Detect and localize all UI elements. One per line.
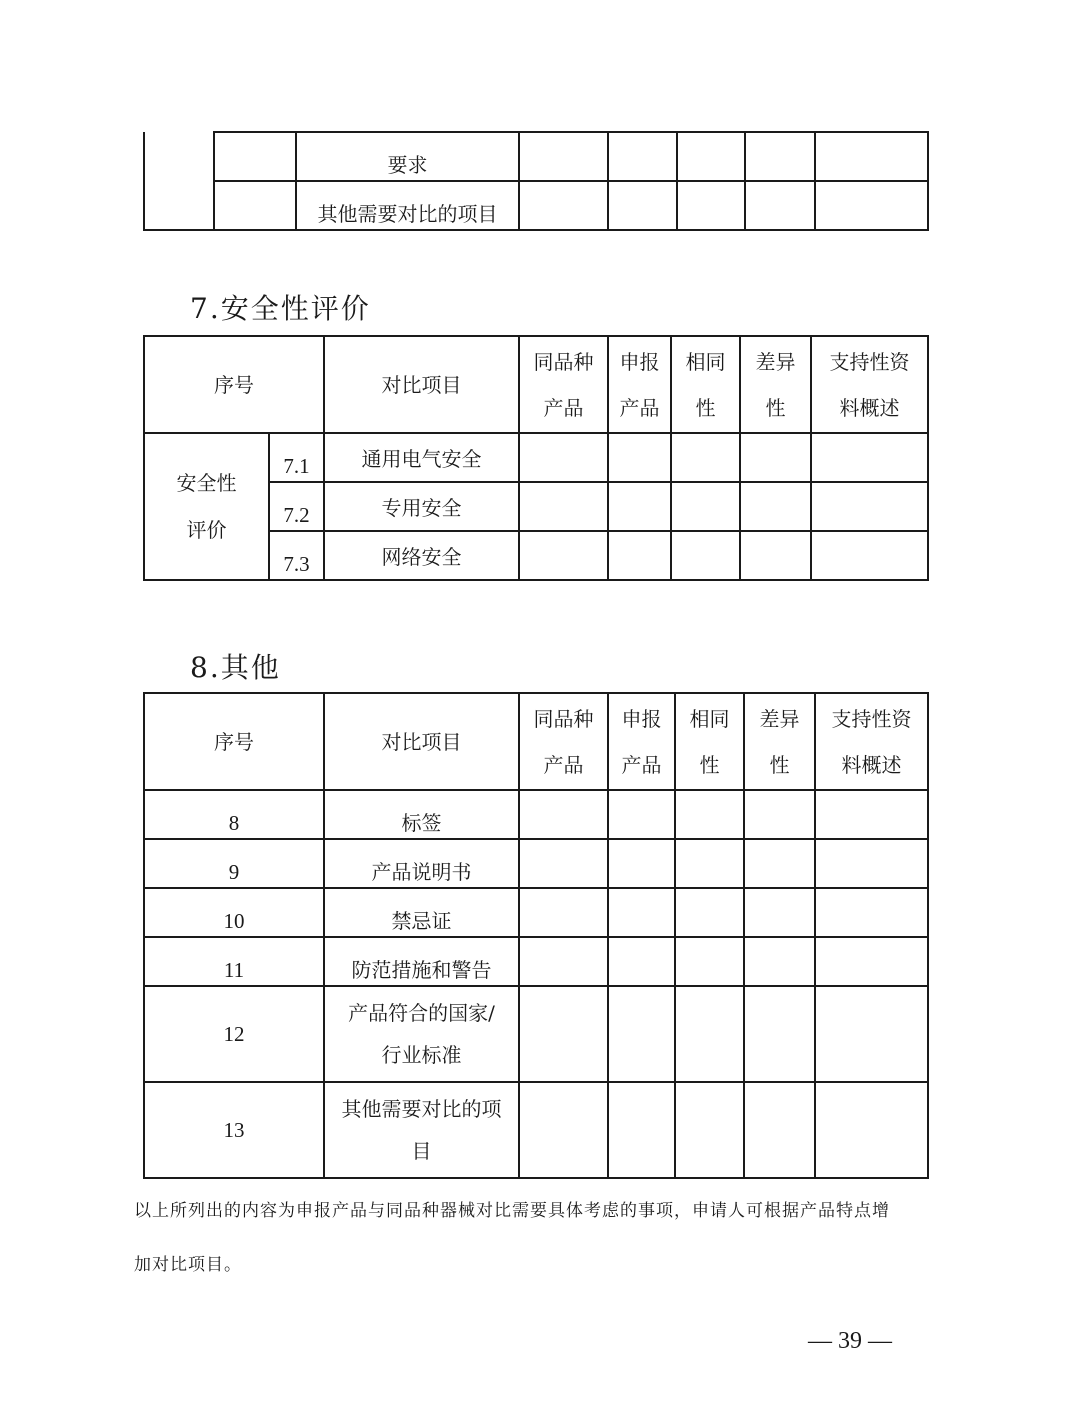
header-line: 相同 (685, 349, 726, 374)
table-cell (519, 181, 608, 230)
row-number: 7.1 (269, 433, 324, 482)
header-line: 产品 (621, 752, 662, 777)
group-label-line: 安全性 (176, 470, 237, 495)
footnote-line: 加对比项目。 (134, 1255, 242, 1275)
table-cell (519, 986, 608, 1082)
table-cell (675, 986, 744, 1082)
comparison-item: 其他需要对比的项目 (296, 181, 519, 230)
group-label (144, 433, 269, 580)
header-line: 料概述 (841, 752, 902, 777)
header-seq: 序号 (144, 693, 324, 790)
table-cell (811, 482, 928, 531)
page-number: — 39 — (808, 1328, 892, 1354)
item-line: 目 (411, 1139, 432, 1163)
table-cell (744, 839, 815, 888)
header-same (675, 693, 744, 790)
comparison-item: 要求 (296, 132, 519, 181)
table-cell (815, 937, 928, 986)
header-support (815, 693, 928, 790)
table-cell (675, 937, 744, 986)
row-number: 9 (144, 839, 324, 888)
table-cell (675, 790, 744, 839)
header-diff (740, 336, 811, 433)
table-cell (815, 986, 928, 1082)
table-cell (214, 181, 296, 230)
table-cell (744, 986, 815, 1082)
table-cell (519, 839, 608, 888)
table-cell (608, 937, 675, 986)
header-line: 性 (695, 395, 716, 420)
table-cell (608, 482, 671, 531)
header-line: 相同 (689, 706, 730, 731)
header-support (811, 336, 928, 433)
table-cell (519, 937, 608, 986)
table-cell (608, 1082, 675, 1178)
table-cell (519, 790, 608, 839)
header-line: 申报 (619, 349, 660, 374)
table-cell (671, 531, 740, 580)
header-declared (608, 336, 671, 433)
table-cell (675, 1082, 744, 1178)
header-line: 性 (699, 752, 720, 777)
table-cell (519, 482, 608, 531)
table-cell (519, 888, 608, 937)
row-number: 8 (144, 790, 324, 839)
safety-evaluation-table (143, 335, 929, 581)
table-cell (608, 181, 677, 230)
table-cell (740, 482, 811, 531)
header-diff (744, 693, 815, 790)
item-line: 其他需要对比的项 (341, 1097, 502, 1121)
header-seq: 序号 (144, 336, 324, 433)
table-cell (677, 181, 745, 230)
table-cell (815, 839, 928, 888)
comparison-item (324, 986, 519, 1082)
table-cell (608, 888, 675, 937)
table-cell (815, 790, 928, 839)
header-line: 支持性资 (829, 349, 910, 374)
table-cell (608, 986, 675, 1082)
header-line: 性 (765, 395, 786, 420)
table-cell (677, 132, 745, 181)
table-cell (519, 531, 608, 580)
row-number: 7.3 (269, 531, 324, 580)
header-line: 产品 (543, 395, 584, 420)
table-cell (745, 181, 815, 230)
table-cell (744, 937, 815, 986)
table-cell (671, 482, 740, 531)
table-cell (815, 132, 928, 181)
header-line: 产品 (543, 752, 584, 777)
header-line: 同品种 (533, 349, 594, 374)
header-line: 差异 (759, 706, 800, 731)
other-items-table (143, 692, 929, 1179)
comparison-item: 标签 (324, 790, 519, 839)
header-line: 同品种 (533, 706, 594, 731)
header-item: 对比项目 (324, 693, 519, 790)
footnote (134, 1184, 954, 1292)
table-cell (519, 433, 608, 482)
table-cell (608, 839, 675, 888)
comparison-item: 通用电气安全 (324, 433, 519, 482)
header-same (671, 336, 740, 433)
table-cell (744, 888, 815, 937)
row-number: 11 (144, 937, 324, 986)
header-line: 差异 (755, 349, 796, 374)
table-cell (744, 1082, 815, 1178)
table-cell (815, 888, 928, 937)
item-line: 行业标准 (381, 1043, 462, 1067)
comparison-item: 专用安全 (324, 482, 519, 531)
comparison-item (324, 1082, 519, 1178)
header-line: 性 (769, 752, 790, 777)
table-cell (811, 531, 928, 580)
table-cell (815, 181, 928, 230)
table-cell (675, 888, 744, 937)
header-same-kind (519, 693, 608, 790)
item-line: 产品符合的国家/ (348, 1001, 495, 1025)
table-cell (608, 790, 675, 839)
comparison-item: 产品说明书 (324, 839, 519, 888)
table-cell (815, 1082, 928, 1178)
section-7-title: 7.安全性评价 (190, 292, 371, 325)
row-number: 7.2 (269, 482, 324, 531)
table-cell (519, 132, 608, 181)
header-item: 对比项目 (324, 336, 519, 433)
comparison-item: 网络安全 (324, 531, 519, 580)
header-declared (608, 693, 675, 790)
header-line: 支持性资 (831, 706, 912, 731)
row-number: 13 (144, 1082, 324, 1178)
continued-comparison-table (143, 131, 929, 231)
group-cell (144, 132, 214, 230)
row-number: 12 (144, 986, 324, 1082)
table-cell (671, 433, 740, 482)
table-cell (608, 531, 671, 580)
table-cell (214, 132, 296, 181)
header-line: 产品 (619, 395, 660, 420)
table-cell (519, 1082, 608, 1178)
comparison-item: 禁忌证 (324, 888, 519, 937)
header-line: 料概述 (839, 395, 900, 420)
comparison-item: 防范措施和警告 (324, 937, 519, 986)
table-cell (744, 790, 815, 839)
table-cell (675, 839, 744, 888)
table-cell (811, 433, 928, 482)
table-cell (608, 132, 677, 181)
table-cell (608, 433, 671, 482)
group-label-line: 评价 (186, 517, 227, 542)
table-cell (745, 132, 815, 181)
table-cell (740, 531, 811, 580)
row-number: 10 (144, 888, 324, 937)
table-cell (740, 433, 811, 482)
section-8-title: 8.其他 (190, 651, 281, 684)
footnote-line: 以上所列出的内容为申报产品与同品种器械对比需要具体考虑的事项，申请人可根据产品特点增 (134, 1201, 890, 1221)
header-line: 申报 (621, 706, 662, 731)
header-same-kind (519, 336, 608, 433)
